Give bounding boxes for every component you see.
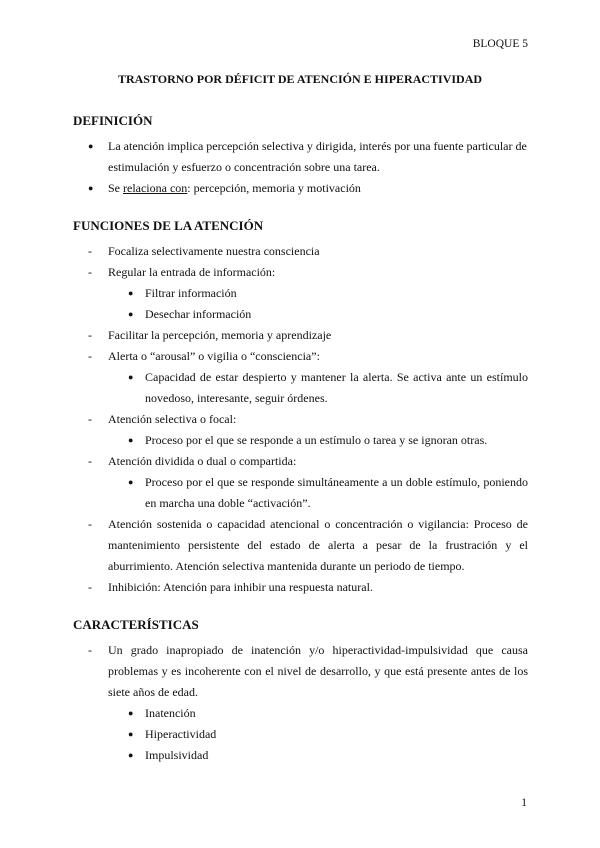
list-item-text: Atención sostenida o capacidad atencional o concentración o vigilancia: Proceso de mantenimiento persistente del estado de alerta a pesar de la frustración y el aburrimiento. Atención selectiva mantenida durante un periodo de tiempo. xyxy=(108,517,528,573)
section-funciones xyxy=(73,217,528,598)
dash-icon: - xyxy=(88,643,92,657)
bullet-icon: ● xyxy=(128,729,134,739)
list-item-text: Proceso por el que se responde simultáneamente a un doble estímulo, poniendo en marcha una doble “activación”. xyxy=(145,475,528,510)
bullet-list xyxy=(73,136,528,199)
bullet-icon: ● xyxy=(128,477,134,487)
sub-list-item xyxy=(73,745,528,766)
dash-icon: - xyxy=(88,244,92,258)
bullet-icon: ● xyxy=(128,435,134,445)
section-heading: FUNCIONES DE LA ATENCIÓN xyxy=(73,218,264,233)
bullet-icon: ● xyxy=(88,141,94,151)
dash-icon: - xyxy=(88,265,92,279)
sub-list-item xyxy=(73,304,528,325)
list-item xyxy=(73,451,528,472)
block-header: BLOQUE 5 xyxy=(472,38,528,50)
section-definicion xyxy=(73,112,528,199)
list-item-text: Un grado inapropiado de inatención y/o hiperactividad-impulsividad que causa problemas y es incoherente con el nivel de desarrollo, y que está presente antes de los siete años de edad. xyxy=(108,643,528,699)
dash-icon: - xyxy=(88,454,92,468)
document-title: TRASTORNO POR DÉFICIT DE ATENCIÓN E HIPERACTIVIDAD xyxy=(117,72,483,86)
list-item-text: Inatención xyxy=(145,706,196,720)
list-item xyxy=(73,514,528,577)
dash-list xyxy=(73,241,528,598)
dash-icon: - xyxy=(88,349,92,363)
list-item-text-suffix: : percepción, memoria y motivación xyxy=(187,181,361,195)
list-item-text: Focaliza selectivamente nuestra consciencia xyxy=(108,244,320,258)
list-item-text: Regular la entrada de información: xyxy=(108,265,276,279)
list-item-text: Facilitar la percepción, memoria y aprendizaje xyxy=(108,328,332,342)
list-item-text: Desechar información xyxy=(145,307,252,321)
list-item-text: La atención implica percepción selectiva y dirigida, interés por una fuente particular de estimulación y esfuerzo o concentración sobre una tarea. xyxy=(108,139,527,174)
sub-list-item xyxy=(73,703,528,724)
section-heading: DEFINICIÓN xyxy=(73,113,153,128)
list-item xyxy=(73,178,528,199)
sub-list-item xyxy=(73,472,528,514)
sub-list-item xyxy=(73,724,528,745)
list-item-text-prefix: Se xyxy=(108,181,123,195)
list-item xyxy=(73,262,528,283)
list-item xyxy=(73,136,528,178)
dash-list xyxy=(73,640,528,766)
list-item xyxy=(73,346,528,367)
sub-list-item xyxy=(73,430,528,451)
bullet-icon: ● xyxy=(88,183,94,193)
list-item-text: Atención dividida o dual o compartida: xyxy=(108,454,297,468)
sub-list-item xyxy=(73,283,528,304)
list-item xyxy=(73,409,528,430)
list-item-text: Hiperactividad xyxy=(145,727,217,741)
list-item-text: Proceso por el que se responde a un estímulo o tarea y se ignoran otras. xyxy=(145,433,488,447)
list-item-text: Impulsividad xyxy=(145,748,209,762)
bullet-icon: ● xyxy=(128,708,134,718)
dash-icon: - xyxy=(88,580,92,594)
bullet-icon: ● xyxy=(128,288,134,298)
list-item xyxy=(73,241,528,262)
underlined-term: relaciona con xyxy=(123,181,188,195)
list-item xyxy=(73,577,528,598)
bullet-icon: ● xyxy=(128,309,134,319)
bullet-icon: ● xyxy=(128,750,134,760)
section-caracteristicas xyxy=(73,616,528,766)
list-item-text: Alerta o “arousal” o vigilia o “consciencia”: xyxy=(108,349,320,363)
page-number: 1 xyxy=(521,797,527,809)
document-body xyxy=(73,112,528,784)
bullet-icon: ● xyxy=(128,372,134,382)
dash-icon: - xyxy=(88,328,92,342)
list-item xyxy=(73,640,528,703)
dash-icon: - xyxy=(88,517,92,531)
section-heading: CARACTERÍSTICAS xyxy=(73,617,199,632)
list-item-text: Capacidad de estar despierto y mantener la alerta. Se activa ante un estímulo novedoso, interesante, seguir órdenes. xyxy=(145,370,528,405)
dash-icon: - xyxy=(88,412,92,426)
list-item xyxy=(73,325,528,346)
list-item-text: Filtrar información xyxy=(145,286,237,300)
list-item-text: Atención selectiva o focal: xyxy=(108,412,237,426)
list-item-text: Inhibición: Atención para inhibir una respuesta natural. xyxy=(108,580,373,594)
sub-list-item xyxy=(73,367,528,409)
